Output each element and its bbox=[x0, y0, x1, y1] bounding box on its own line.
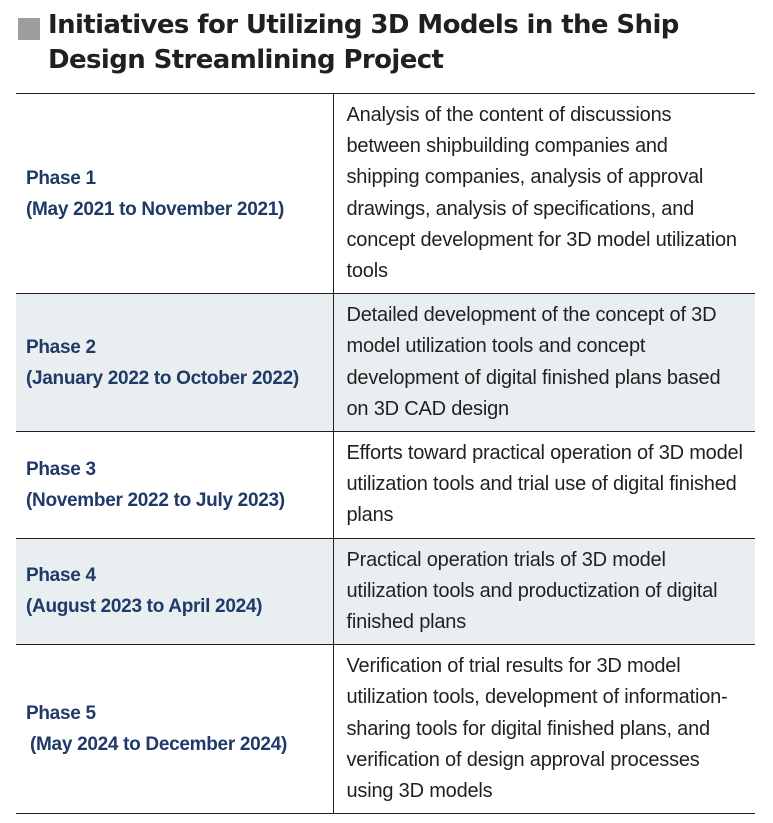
phase-period: (January 2022 to October 2022) bbox=[26, 367, 299, 389]
phase-name: Phase 5 bbox=[26, 703, 96, 725]
title-text bbox=[48, 8, 758, 78]
table-row bbox=[16, 294, 755, 432]
phase-cell bbox=[16, 432, 333, 539]
phase-table bbox=[16, 93, 755, 814]
phase-period: (August 2023 to April 2024) bbox=[26, 596, 263, 618]
phase-cell bbox=[16, 645, 333, 814]
phase-description: Detailed development of the concept of 3D model utilization tools and concept development of digital finished plans based on 3D CAD design bbox=[346, 304, 721, 420]
phase-name: Phase 2 bbox=[26, 336, 96, 358]
table-row bbox=[16, 432, 755, 539]
phase-period: (May 2021 to November 2021) bbox=[26, 198, 285, 220]
phase-name: Phase 4 bbox=[26, 565, 96, 587]
title-square-icon bbox=[18, 18, 40, 40]
phase-cell bbox=[16, 538, 333, 645]
phase-period: (November 2022 to July 2023) bbox=[26, 489, 285, 511]
title-line-2: Design Streamlining Project bbox=[48, 45, 444, 75]
table-row bbox=[16, 94, 755, 294]
phase-name: Phase 1 bbox=[26, 167, 96, 189]
phase-description: Practical operation trials of 3D model utilization tools and productization of digital finished plans bbox=[346, 548, 718, 634]
phase-cell bbox=[16, 294, 333, 432]
page-title bbox=[18, 8, 758, 78]
table-row bbox=[16, 645, 755, 814]
phase-description: Analysis of the content of discussions between shipbuilding companies and shipping companies, analysis of approval drawings, analysis of specifications, and concept development for 3D model utilization tools bbox=[346, 104, 737, 283]
phase-name: Phase 3 bbox=[26, 458, 96, 480]
phase-description: Verification of trial results for 3D model utilization tools, development of information-sharing tools for digital finished plans, and verification of design approval processes using 3D models bbox=[346, 655, 728, 803]
table-row bbox=[16, 538, 755, 645]
phase-description: Efforts toward practical operation of 3D model utilization tools and trial use of digital finished plans bbox=[346, 442, 743, 527]
phase-cell bbox=[16, 94, 333, 294]
phase-period: (May 2024 to December 2024) bbox=[30, 734, 287, 756]
title-line-1: Initiatives for Utilizing 3D Models in the Ship bbox=[48, 10, 679, 40]
